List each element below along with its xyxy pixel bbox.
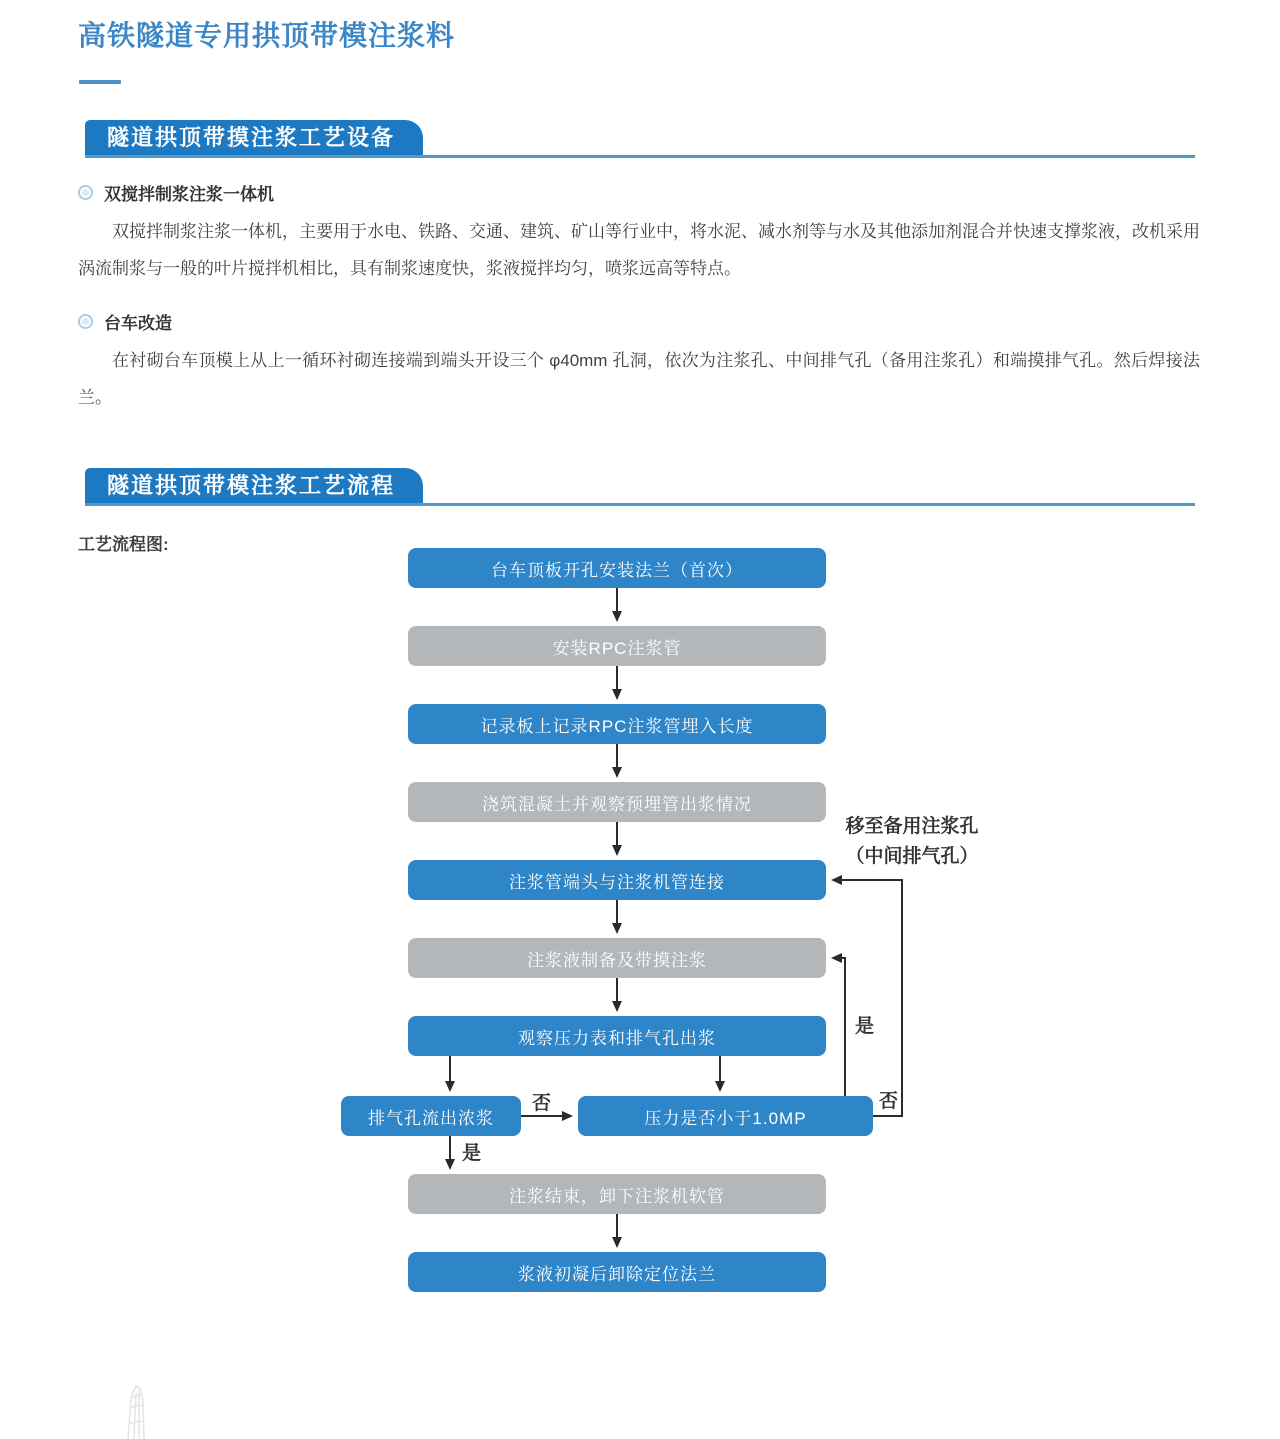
edge-label-yes: 是 bbox=[462, 1143, 482, 1164]
section-process-tab: 隧道拱顶带模注浆工艺流程 bbox=[85, 468, 423, 503]
flow-step-prepare-grout: 注浆液制备及带摸注浆 bbox=[408, 938, 826, 978]
flowchart-caption: 工艺流程图: bbox=[78, 535, 169, 554]
title-underline bbox=[79, 80, 121, 84]
edge-label-yes: 是 bbox=[855, 1016, 875, 1037]
flow-step-observe-gauge: 观察压力表和排气孔出浆 bbox=[408, 1016, 826, 1056]
equipment-item-body: 在衬砌台车顶模上从上一循环衬砌连接端到端头开设三个 φ40mm 孔洞，依次为注浆孔、中间排气孔（备用注浆孔）和端摸排气孔。然后焊接法兰。 bbox=[78, 351, 1200, 407]
flow-step-connect-machine: 注浆管端头与注浆机管连接 bbox=[408, 860, 826, 900]
equipment-item-title: 台车改造 bbox=[104, 314, 172, 333]
ring-bullet-icon bbox=[78, 185, 93, 200]
flow-step-pour-concrete: 浇筑混凝土并观察预埋管出浆情况 bbox=[408, 782, 826, 822]
loop-annotation-line1: 移至备用注浆孔 bbox=[845, 816, 979, 837]
flow-step-remove-flange: 浆液初凝后卸除定位法兰 bbox=[408, 1252, 826, 1292]
edge-label-no: 否 bbox=[879, 1091, 899, 1112]
section-equipment-header bbox=[85, 120, 1195, 158]
document-header bbox=[0, 0, 1280, 555]
equipment-item-mixer bbox=[78, 180, 1202, 205]
section-equipment-tab: 隧道拱顶带摸注浆工艺设备 bbox=[85, 120, 423, 155]
equipment-item-title: 双搅拌制浆注浆一体机 bbox=[104, 185, 274, 204]
building-watermark-icon bbox=[110, 1383, 190, 1439]
flow-step-vent-thick-grout: 排气孔流出浓浆 bbox=[341, 1096, 521, 1136]
section-process-header bbox=[85, 468, 1195, 506]
loop-annotation-line2: （中间排气孔） bbox=[845, 846, 979, 867]
equipment-item-body: 双搅拌制浆注浆一体机，主要用于水电、铁路、交通、建筑、矿山等行业中，将水泥、减水剂等与水及其他添加剂混合并快速支撑浆液，改机采用涡流制浆与一般的叶片搅拌机相比，具有制浆速度快，浆液搅拌均匀，喷浆远高等特点。 bbox=[78, 222, 1200, 278]
page-title: 高铁隧道专用拱顶带模注浆料 bbox=[78, 20, 456, 51]
flow-step-pressure-check: 压力是否小于1.0MP bbox=[578, 1096, 873, 1136]
process-flowchart bbox=[0, 520, 1280, 1335]
edge-label-no: 否 bbox=[532, 1093, 552, 1114]
flow-step-finish-detach: 注浆结束，卸下注浆机软管 bbox=[408, 1174, 826, 1214]
flow-step-record-length: 记录板上记录RPC注浆管埋入长度 bbox=[408, 704, 826, 744]
loop-annotation bbox=[832, 812, 992, 872]
ring-bullet-icon bbox=[78, 314, 93, 329]
flow-step-install-flange: 台车顶板开孔安装法兰（首次） bbox=[408, 548, 826, 588]
equipment-item-trolley bbox=[78, 309, 1202, 334]
flow-step-install-rpc-pipe: 安装RPC注浆管 bbox=[408, 626, 826, 666]
